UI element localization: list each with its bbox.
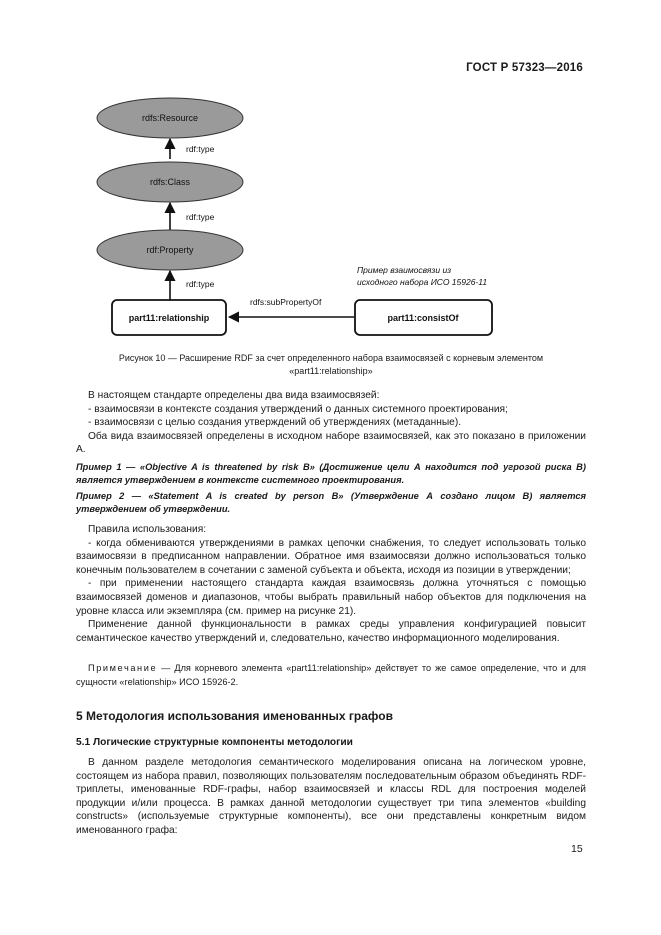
note [76,662,586,689]
page-number: 15 [571,843,583,855]
list-item: - когда обмениваются утверждениями в рамках цепочки снабжения, то следует использовать только взаимосвязи в предписанном направлении. Обратное имя взаимосвязи должно использоваться только конечным пользователем в сочетании с заменой субъекта и объекта, исходя из позиции в утверждении; [76,537,586,576]
note-text: — Для корневого элемента «part11:relationship» действует то же самое определение, что и для сущности «relationship» ИСО 15926-2. [76,663,586,687]
paragraph: Оба вида взаимосвязей определены в исходном наборе взаимосвязей, как это показано в приложении А. [76,430,586,456]
edge-label-rdf-type-3: rdf:type [186,279,215,289]
example-1: Пример 1 — «Objective A is threatened by risk B» (Достижение цели А находится под угрозой риска В) является утверждением в контексте системного проектирования. [76,462,586,485]
figure-caption-line-2: «part11:relationship» [289,366,373,376]
annotation-line-2: исходного набора ИСО 15926-11 [357,277,488,287]
figure-caption [76,352,586,378]
edge-label-rdf-type-1: rdf:type [186,144,215,154]
list-item: - взаимосвязи с целью создания утверждений об утверждениях (метаданные). [88,417,462,429]
methodology-paragraph [76,756,586,838]
annotation-line-1: Пример взаимосвязи из [357,265,452,275]
label-part11-relationship: part11:relationship [128,313,210,323]
relationships-intro [76,389,586,457]
list-item: - при применении настоящего стандарта каждая взаимосвязь должна уточняться с помощью взаимосвязей доменов и диапазонов, чтобы выбрать правильный набор объектов для подключения на уровне класса или экземпляра (см. пример на рисунке 21). [76,578,586,617]
section-title: 5 Методология использования именованных графов [76,709,393,723]
rules-heading: Правила использования: [88,524,207,535]
label-part11-consistof: part11:consistOf [387,313,459,323]
paragraph: В настоящем стандарте определены два вида взаимосвязей: [88,390,380,401]
list-item: - взаимосвязи в контексте создания утверждений о данных системного проектирования; [88,403,508,415]
label-rdf-property: rdf:Property [146,245,194,255]
label-rdfs-resource: rdfs:Resource [141,113,199,123]
edge-label-subpropertyof: rdfs:subPropertyOf [250,297,322,307]
figure-caption-line-1: Рисунок 10 — Расширение RDF за счет определенного набора взаимосвязей с корневым элементом [118,353,544,363]
edge-label-rdf-type-2: rdf:type [186,212,215,222]
paragraph: Применение данной функциональности в рамках среды управления конфигурацией повысит семантическое качество утверждений и, следовательно, качество информационного моделирования. [76,619,586,644]
note-label: Примечание [88,663,158,673]
label-rdfs-class: rdfs:Class [149,177,191,187]
standard-header: ГОСТ Р 57323—2016 [466,62,583,74]
subsection-title: 5.1 Логические структурные компоненты методологии [76,737,353,748]
example-2: Пример 2 — «Statement A is created by person B» (Утверждение А создано лицом В) является утверждением об утверждении. [76,491,586,514]
paragraph: В данном разделе методология семантического моделирования описана на логическом уровне, состоящем из набора правил, позволяющих пользователям последовательным образом объединять RDF-триплеты, именованные RDF-графы, набор взаимосвязей и классы RDL для построения моделей продукции и/или процесса. В рамках данной методологии существует три типа элементов «building constructs» (используемые структурные компоненты), все они представлены конкретным видом именованного графа: [76,757,586,836]
usage-rules [76,523,586,645]
rdf-extension-diagram [0,0,661,350]
